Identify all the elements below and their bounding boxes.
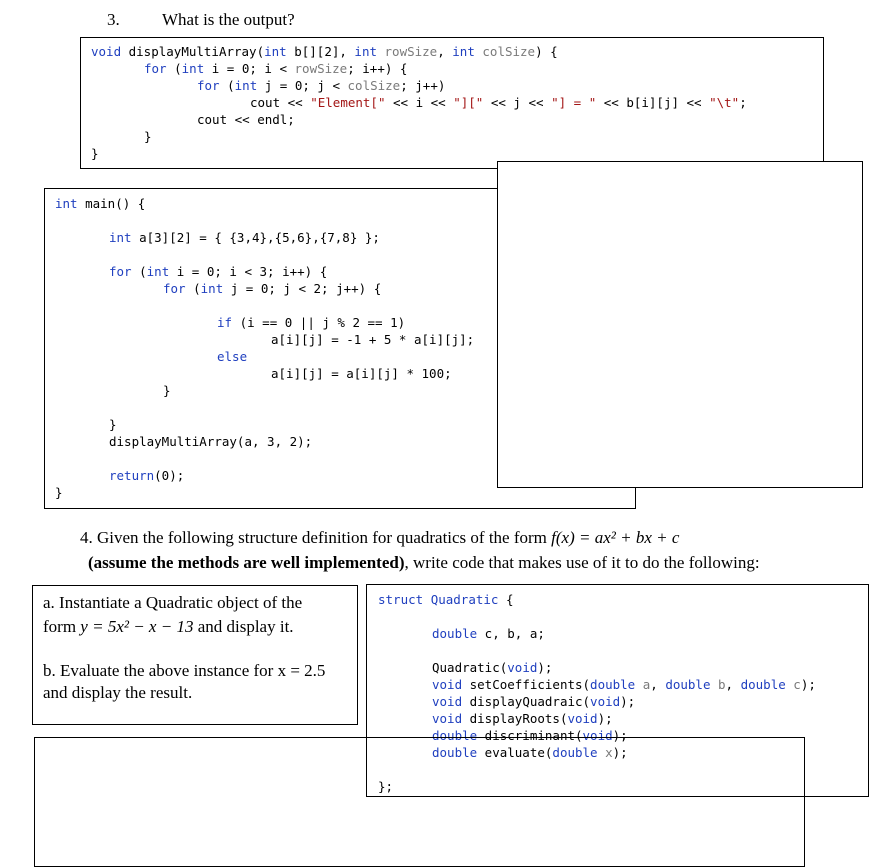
code-token: x <box>605 745 613 760</box>
code-token: a[i][j] = -1 + 5 * a[i][j]; <box>271 332 475 347</box>
code-token: (0); <box>154 468 185 483</box>
tasks-box <box>32 585 358 725</box>
code-token: int <box>181 61 205 76</box>
code-token: "\t" <box>709 95 740 110</box>
code-token: ( <box>131 264 147 279</box>
code-token: int <box>109 230 132 245</box>
code-token: Quadratic( <box>432 660 508 675</box>
code-line <box>55 229 474 246</box>
code-line <box>55 484 474 501</box>
code-token: "Element[" <box>310 95 386 110</box>
code-token: cout << endl; <box>197 112 295 127</box>
code-token: double <box>590 677 636 692</box>
code-token: i = 0; i < 3; i++) { <box>169 264 328 279</box>
code-token: displayRoots( <box>462 711 568 726</box>
code-line <box>55 314 474 331</box>
code-token: int <box>234 78 258 93</box>
code-token: "][" <box>453 95 484 110</box>
code-token: if <box>217 315 233 330</box>
code-token: void <box>432 677 463 692</box>
question-4-prefix: 4. Given the following structure definition for quadratics of the form <box>80 528 552 547</box>
formula-f: f <box>551 528 556 547</box>
code-token: return <box>109 468 155 483</box>
code-token: , <box>650 677 666 692</box>
code-line <box>55 348 474 365</box>
code-token: void <box>582 728 613 743</box>
code-token: j = 0; j < <box>257 78 348 93</box>
display-function-code-box <box>80 37 824 169</box>
code-line <box>378 710 816 727</box>
code-line <box>55 382 474 399</box>
task-b-line-2: and display the result. <box>43 683 193 702</box>
task-a-form-label: form <box>43 617 81 636</box>
code-token: int <box>146 264 170 279</box>
code-line <box>91 94 747 111</box>
code-line <box>378 608 816 625</box>
code-line <box>55 263 474 280</box>
code-token: colSize <box>482 44 536 59</box>
code-token: ); <box>800 677 816 692</box>
task-b-line-1: b. Evaluate the above instance for x = 2.5 <box>43 661 326 680</box>
code-token: a[i][j] = a[i][j] * 100; <box>271 366 452 381</box>
code-line <box>91 128 747 145</box>
question-3-number: 3. <box>107 10 120 29</box>
code-token: "] = " <box>551 95 597 110</box>
code-token: } <box>91 146 99 161</box>
question-3-title: What is the output? <box>162 10 295 29</box>
code-token: i = 0; i < <box>204 61 295 76</box>
code-line <box>378 642 816 659</box>
code-token: int <box>452 44 475 59</box>
code-token: for <box>109 264 132 279</box>
code-token: displayMultiArray( <box>121 44 265 59</box>
code-token: double <box>432 745 478 760</box>
code-token: (i == 0 || j % 2 == 1) <box>232 315 406 330</box>
code-line <box>55 450 474 467</box>
code-token: double <box>665 677 711 692</box>
code-token: ; i++) { <box>347 61 408 76</box>
code-line <box>91 111 747 128</box>
code-token: ); <box>597 711 613 726</box>
code-token: for <box>163 281 186 296</box>
task-a-display: and display it. <box>193 617 294 636</box>
code-token: struct <box>378 592 424 607</box>
question-4-line-1 <box>80 528 679 548</box>
main-function-code <box>55 195 474 501</box>
code-token: for <box>144 61 167 76</box>
code-token: setCoefficients( <box>462 677 591 692</box>
code-line <box>55 246 474 263</box>
code-line <box>55 416 474 433</box>
formula-quadratic: (x) = ax² + bx + c <box>555 528 680 547</box>
code-token <box>423 592 431 607</box>
code-token: Quadratic <box>430 592 499 607</box>
code-line <box>55 280 474 297</box>
code-line <box>55 212 474 229</box>
code-token: void <box>567 711 598 726</box>
code-line <box>378 676 816 693</box>
code-token: cout << <box>250 95 311 110</box>
code-token: int <box>264 44 287 59</box>
code-token: void <box>432 711 463 726</box>
code-line <box>55 195 474 212</box>
code-token <box>377 44 385 59</box>
code-token: discriminant( <box>477 728 583 743</box>
code-token <box>635 677 643 692</box>
question-4-instruction: , write code that makes use of it to do the following: <box>404 553 760 572</box>
code-token: ; j++) <box>400 78 446 93</box>
code-token: void <box>507 660 538 675</box>
code-token: colSize <box>347 78 401 93</box>
code-token <box>710 677 718 692</box>
code-token: c <box>793 677 801 692</box>
code-token: rowSize <box>294 61 348 76</box>
code-token: ); <box>612 728 628 743</box>
code-token: ); <box>620 694 636 709</box>
assumption-note: (assume the methods are well implemented) <box>88 553 405 572</box>
code-token: displayQuadraic( <box>462 694 591 709</box>
code-token: a <box>642 677 651 692</box>
display-function-code <box>91 43 747 162</box>
code-token: for <box>197 78 220 93</box>
code-token: j = 0; j < 2; j++) { <box>223 281 382 296</box>
code-line <box>55 297 474 314</box>
code-line <box>91 43 747 60</box>
code-token: ; <box>739 95 747 110</box>
code-token: int <box>55 196 78 211</box>
code-token: } <box>55 485 63 500</box>
code-token: << b[i][j] << <box>596 95 710 110</box>
task-a-line-1: a. Instantiate a Quadratic object of the <box>43 593 303 612</box>
code-line <box>378 625 816 642</box>
code-line <box>55 467 474 484</box>
code-token: { <box>498 592 514 607</box>
task-a-formula: y = 5x² − x − 13 <box>80 617 194 636</box>
code-token: ); <box>537 660 553 675</box>
code-line <box>91 60 747 77</box>
code-token: displayMultiArray(a, 3, 2); <box>109 434 313 449</box>
code-line <box>55 433 474 450</box>
code-line <box>378 591 816 608</box>
code-token: c, b, a; <box>477 626 545 641</box>
code-token: void <box>432 694 463 709</box>
answer-box-q3[interactable] <box>497 161 863 488</box>
code-token: int <box>354 44 377 59</box>
code-line <box>55 331 474 348</box>
code-token: << i << <box>385 95 454 110</box>
code-token: void <box>590 694 621 709</box>
code-token: , <box>437 44 453 59</box>
code-token: , <box>725 677 741 692</box>
code-line <box>55 365 474 382</box>
code-token: a[3][2] = { {3,4},{5,6},{7,8} }; <box>131 230 380 245</box>
question-4-line-2 <box>88 553 760 573</box>
code-token: }; <box>378 779 394 794</box>
code-token: int <box>200 281 224 296</box>
code-token: double <box>740 677 786 692</box>
code-token: ( <box>185 281 201 296</box>
code-token: } <box>109 417 117 432</box>
code-token: evaluate( <box>477 745 553 760</box>
code-line <box>378 659 816 676</box>
code-token: rowSize <box>384 44 438 59</box>
code-token: ( <box>166 61 182 76</box>
code-line <box>55 399 474 416</box>
code-line <box>378 693 816 710</box>
code-token: double <box>432 626 478 641</box>
code-token: ); <box>612 745 628 760</box>
code-token: void <box>91 44 122 59</box>
task-a-line-2 <box>43 617 294 637</box>
code-token: } <box>144 129 152 144</box>
code-token: double <box>552 745 598 760</box>
answer-box-q4[interactable] <box>34 737 805 867</box>
code-token: } <box>163 383 171 398</box>
code-token: main() { <box>77 196 146 211</box>
code-token: ( <box>219 78 235 93</box>
code-token: << j << <box>483 95 552 110</box>
code-token: b[][2], <box>286 44 355 59</box>
code-token: double <box>432 728 478 743</box>
code-line <box>91 145 747 162</box>
code-token: else <box>217 349 248 364</box>
code-token: b <box>718 677 726 692</box>
code-token: ) { <box>535 44 558 59</box>
code-line <box>91 77 747 94</box>
